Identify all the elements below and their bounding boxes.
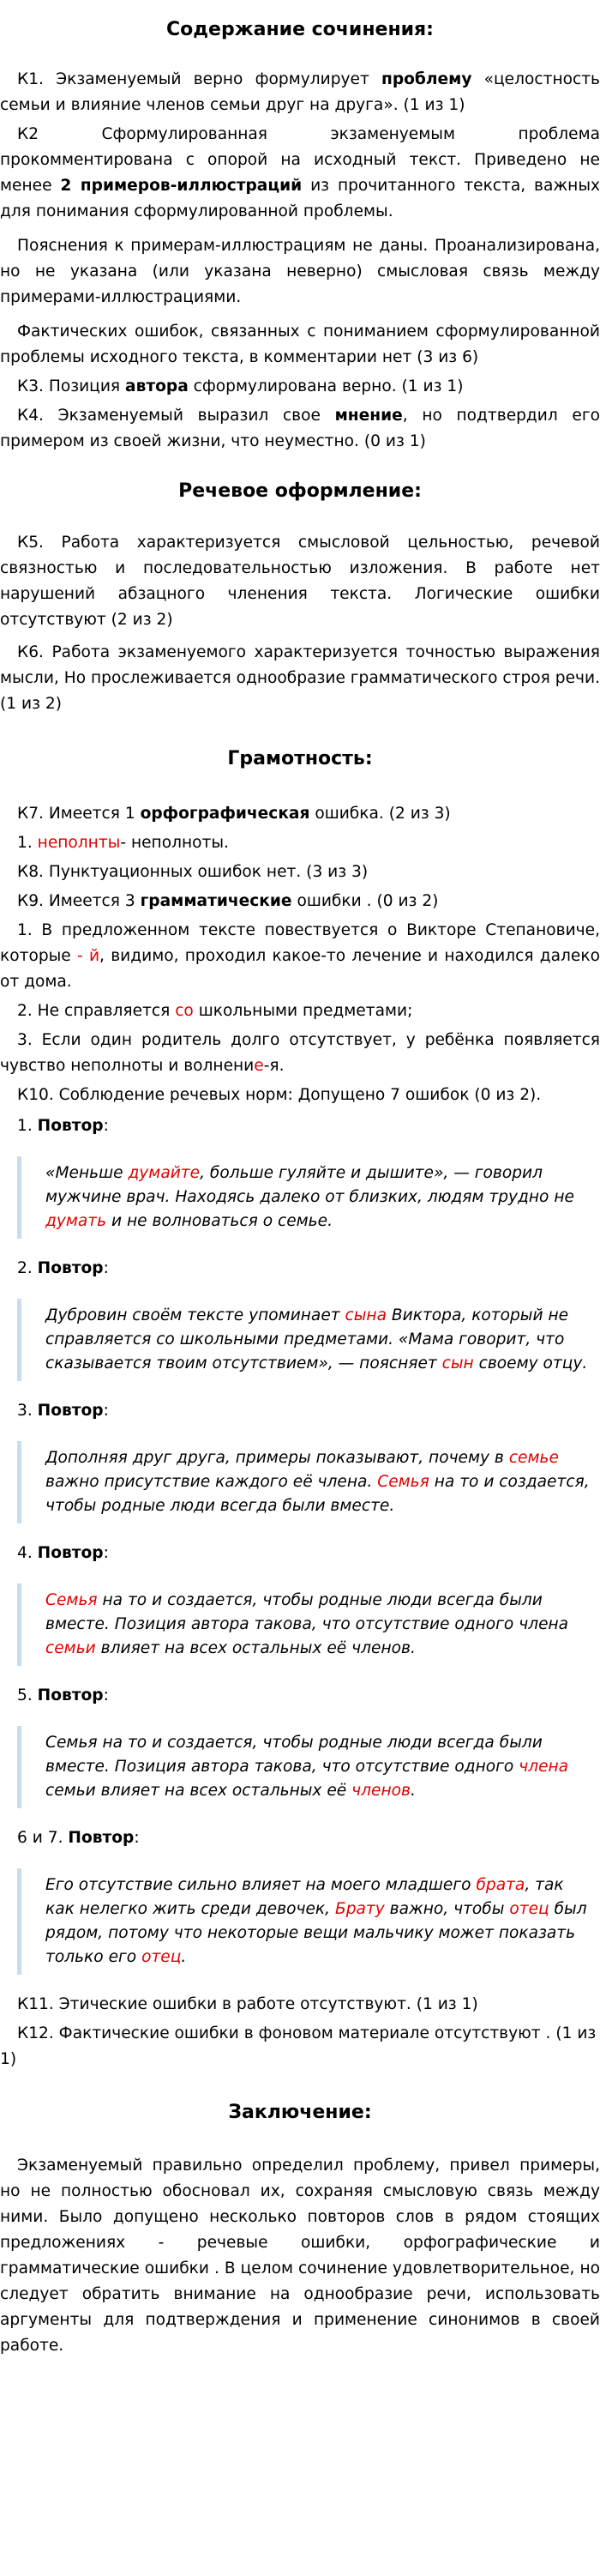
repetition-label: 4. Повтор:: [17, 1544, 109, 1562]
essay-review: [0, 17, 600, 2380]
repetition-quote: Его отсутствие сильно влияет на моего младшего брата, так как нелегко жить среди девочек, Брату важно, чтобы отец был рядом, потому что некоторые вещи мальчику может показать только его отец.: [17, 1868, 600, 1975]
repetition-label: 5. Повтор:: [17, 1686, 109, 1704]
repetition-label: 6 и 7. Повтор:: [17, 1829, 140, 1847]
criterion-k3: К3. Позиция автора сформулирована верно. (1 из 1): [17, 377, 464, 395]
conclusion-text: Экзаменуемый правильно определил проблему, привел примеры, но не полностью обосновал их, сохраняя смысловую связь между ними. Было допущено несколько повторов слов в рядом стоящих предложениях - речевые ошибки, орфографические и грамматические ошибки . В целом сочинение удовлетворительное, но следует обратить внимание на однообразие речи, использовать аргументы для подтверждения и применение синонимов в своей работе.: [0, 2157, 600, 2355]
criterion-k10: К10. Соблюдение речевых норм: Допущено 7 ошибок (0 из 2).: [17, 1086, 542, 1104]
criterion-k2-note: Пояснения к примерам-иллюстрациям не даны. Проанализирована, но не указана (или указана неверно) смысловая связь между примерами-иллюстрациями.: [0, 237, 600, 306]
repetition-quote: Дубровин своём тексте упоминает сына Виктора, который не справляется со школьными предметами. «Мама говорит, что сказывается твоим отсутствием», — поясняет сын своему отцу.: [17, 1299, 600, 1381]
spelling-error: 1. неполнты- неполноты.: [17, 834, 229, 852]
section-title-content: Содержание сочинения:: [166, 19, 434, 40]
repetition-quote: «Меньше думайте, больше гуляйте и дышите», — говорил мужчине врач. Находясь далеко от близких, людям трудно не думать и не волноваться о семье.: [17, 1156, 600, 1239]
section-title-conclusion: Заключение:: [228, 2102, 372, 2123]
repetition-quote: Семья на то и создается, чтобы родные люди всегда были вместе. Позиция автора такова, что отсутствие одного члена семьи влияет на всех остальных её членов.: [17, 1584, 600, 1666]
grammar-error: 2. Не справляется со школьными предметами;: [17, 1002, 413, 1020]
criterion-k6: К6. Работа экзаменуемого характеризуется точностью выражения мысли, Но прослеживается однообразие грамматического строя речи. (1 из 2): [0, 643, 600, 713]
criterion-k5: К5. Работа характеризуется смысловой цельностью, речевой связностью и последовательностью изложения. В работе нет нарушений абзацного членения текста. Логические ошибки отсутствуют (2 из 2): [0, 534, 600, 629]
criterion-k9: К9. Имеется 3 грамматические ошибки . (0 из 2): [17, 892, 439, 910]
repetition-label: 3. Повтор:: [17, 1402, 109, 1420]
criterion-k11: К11. Этические ошибки в работе отсутствуют. (1 из 1): [17, 1995, 478, 2013]
criterion-k7: К7. Имеется 1 орфографическая ошибка. (2 из 3): [17, 805, 451, 823]
section-title-literacy: Грамотность:: [227, 748, 373, 769]
criterion-k4: К4. Экзаменуемый выразил свое мнение, но подтвердил его примером из своей жизни, что неуместно. (0 из 1): [0, 407, 600, 450]
grammar-error: 3. Если один родитель долго отсутствует, у ребёнка появляется чувство неполноты и волнение-я.: [0, 1031, 600, 1075]
criterion-k1: К1. Экзаменуемый верно формулирует проблему «целостность семьи и влияние членов семьи друг на друга». (1 из 1): [0, 70, 600, 114]
section-title-speech: Речевое оформление:: [178, 480, 422, 502]
repetition-quote: Семья на то и создается, чтобы родные люди всегда были вместе. Позиция автора такова, что отсутствие одного члена семьи влияет на всех остальных её членов.: [17, 1726, 600, 1808]
criterion-k12: К12. Фактические ошибки в фоновом материале отсутствуют . (1 из 1): [0, 2024, 597, 2068]
criterion-k2: К2 Сформулированная экзаменуемым проблема прокомментирована с опорой на исходный текст. Приведено не менее 2 примеров-иллюстраций из прочитанного текста, важных для понимания сформулированной проблемы.: [0, 125, 600, 220]
grammar-error: 1. В предложенном тексте повествуется о Викторе Степановиче, которые - й, видимо, проходил какое-то лечение и находился далеко от дома.: [0, 921, 600, 991]
criterion-k8: К8. Пунктуационных ошибок нет. (3 из 3): [17, 863, 369, 881]
repetition-label: 2. Повтор:: [17, 1259, 109, 1277]
criterion-k2-note: Фактических ошибок, связанных с пониманием сформулированной проблемы исходного текста, в комментарии нет (3 из 6): [0, 323, 600, 366]
repetition-label: 1. Повтор:: [17, 1117, 109, 1135]
repetition-quote: Дополняя друг друга, примеры показывают, почему в семье важно присутствие каждого её члена. Семья на то и создается, чтобы родные люди всегда были вместе.: [17, 1441, 600, 1523]
